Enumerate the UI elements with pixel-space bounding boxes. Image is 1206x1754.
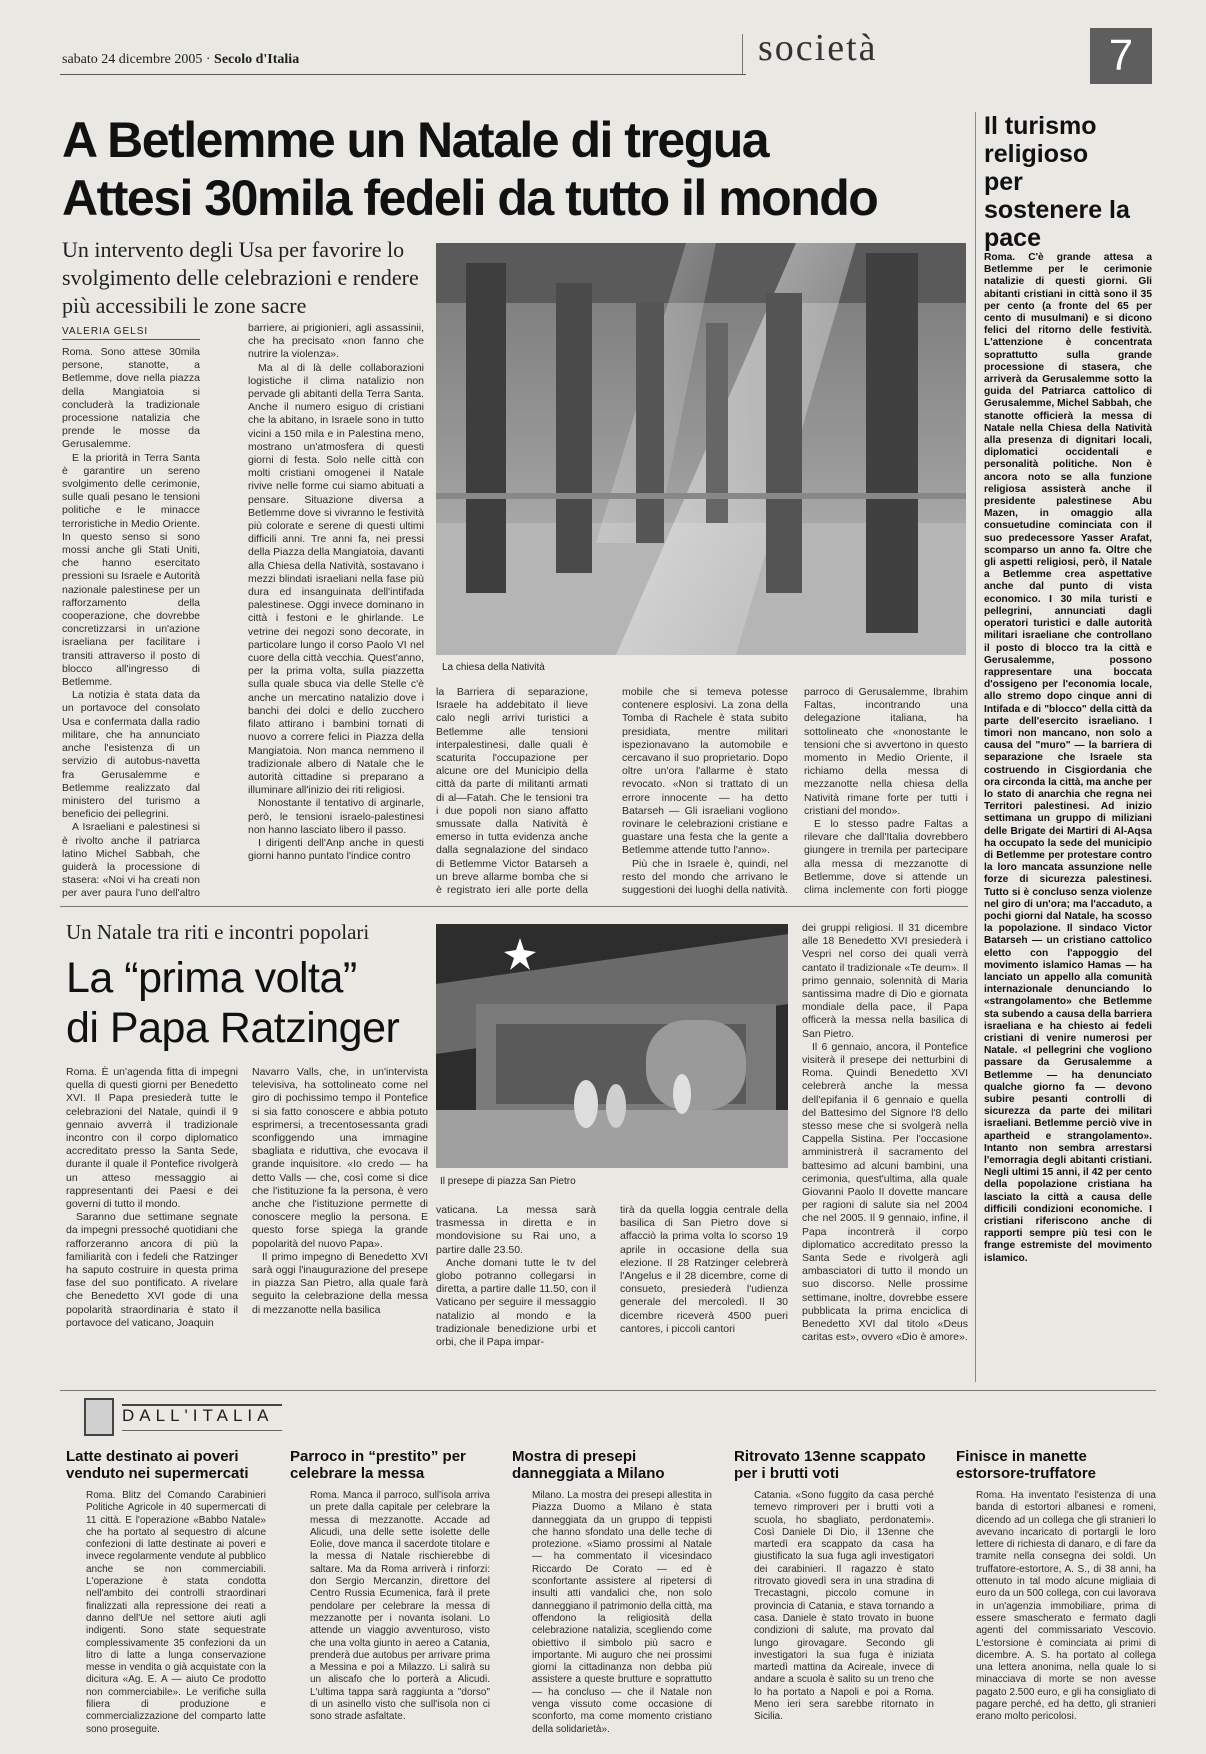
sidebar-headline: Il turismo religioso per sostenere la pace [984,112,1130,252]
second-column-5 [802,922,968,1382]
second-column-2 [252,1066,428,1382]
lead-headline-1: A Betlemme un Natale di tregua [62,112,769,168]
lead-column-5 [804,686,968,898]
brief-1 [66,1448,266,1738]
paragraph: parroco di Gerusalemme, Ibrahim Faltas, incontrando una delegazione italiana, ha sottolineato che «nonostante le tensioni che si avvertono in questo momento in Medio Oriente, il richiamo della messa di mezzanotte nella chiesa della Natività rimane forte per tutti i cristiani del mondo». [804,686,968,817]
lead-headline-2: Attesi 30mila fedeli da tutto il mondo [62,170,878,226]
nativity-church-photo [436,243,966,655]
brief-title: Parroco in “prestito” per celebrare la messa [290,1448,466,1482]
header-rule [60,74,746,75]
italy-map-icon [84,1398,114,1436]
paper-name: Secolo d'Italia [214,52,300,67]
second-kicker: Un Natale tra riti e incontri popolari [66,920,370,944]
nativity-scene-photo [436,924,788,1168]
masthead-dateline [62,52,299,68]
paragraph: Roma. È un'agenda fitta di impegni quella di questi giorni per Benedetto XVI. Il Papa presiederà tutte le celebrazioni del Natale, quindi il 9 gennaio avverrà il tradizionale incontro con il corpo diplomatico accreditato presso la Santa Sede, durante il quale il Pontefice rivolgerà un atteso messaggio ai rappresentanti dei Paesi e dei governi di tutto il mondo. [66,1066,238,1211]
lead-subhead: Un intervento degli Usa per favorire lo svolgimento delle celebrazioni e rendere più accessibili le zone sacre [62,237,419,318]
lead-column-4 [622,686,788,898]
sidebar-text [984,252,1152,1378]
paragraph: La notizia è stata data da un portavoce del consolato Usa e confermata dalla radio militare, che ha annunciato anche l'esistenza di un servizio di autobus-navetta fra Gerusalemme e Betlemme realizzato dal ministero del turismo a beneficio dei pellegrini. [62,689,200,821]
paragraph: tirà da quella loggia centrale della basilica di San Pietro dove si affacciò la prima volta lo scorso 19 aprile in occasione della sua elezione. Il 28 Ratzinger celebrerà l'Angelus e il 28 dicembre, come di consueto, presiederà l'udienza generale del mercoledì. Il 30 dicembre riceverà 4500 pueri cantores, i piccoli cantori [620,1204,788,1335]
brief-text: Catania. «Sono fuggito da casa perché temevo rimproveri per i brutti voti a scuola, ho sbagliato, perdonatemi». Così Daniele Di Dio, il 13enne che martedì era scappato da casa ha giustificato la sua fuga agli investigatori dei carabinieri. Il ragazzo è stato ritrovato giovedì sera in una stradina di Trecastagni, piccolo comune in provincia di Catania, e stava tornando a casa. Daniele è stato trovato in buone condizioni di salute, ma provato dal lungo girovagare. Secondo gli investigatori la sua fuga è iniziata martedì mattina da Acireale, invece di andare a scuola è salito su un treno che lo ha portato a Napoli e poi a Roma. Meno ieri sera sarebbe ritornato in Sicilia. [754,1490,934,1723]
sidebar-divider [975,112,976,1382]
brief-title: Mostra di presepi danneggiata a Milano [512,1448,665,1482]
brief-4 [734,1448,934,1738]
paragraph: Roma. Sono attese 30mila persone, stanotte, a Betlemme, dove nella piazza della Mangiatoia si concluderà la tradizionale processione natalizia che prende le mosse da Gerusalemme. [62,346,200,451]
paragraph: A Israeliani e palestinesi si è rivolto anche il patriarca latino Michel Sabbah, che guiderà la processione di stasera: «Noi vi ha creati non per aver paura l'uno dell'altro [62,821,200,898]
brief-text: Roma. Blitz del Comando Carabinieri Politiche Agricole in 40 supermercati di 11 città. E l'operazione «Babbo Natale» che ha portato al sequestro di alcune confezioni di latte destinate ai poveri e invece regolarmente vendute al pubblico anche se non commerciabili. L'operazione è stata condotta nell'ambito dei controlli straordinari finalizzati alla repressione dei reati a danno dell'Ue nel settore aiuti agli indigenti. Sono state sequestrate complessivamente 35 confezioni da un litro di latte a lunga conservazione messe in vendita o già acquistate con la dicitura «Ag. E. A — aiuto Ce prodotto non commerciabile». Le verifiche sulla filiera di produzione e commercializzazione del comparto latte sono proseguite. [86,1490,266,1735]
presepe-image [436,924,788,1168]
second-column-3 [436,1204,596,1382]
dateline: sabato 24 dicembre 2005 [62,52,203,67]
brief-5 [956,1448,1156,1738]
paragraph: dei gruppi religiosi. Il 31 dicembre alle 18 Benedetto XVI presiederà i Vespri nel corso dei quali verrà cantato il tradizionale «Te deum». Il primo gennaio, solennità di Maria santissima madre di Dio e giornata mondiale della pace, il Papa officerà la messa nella basilica di San Pietro. [802,922,968,1040]
second-column-1 [66,1066,238,1382]
paragraph: Ma al di là delle collaborazioni logistiche il clima natalizio non pervade gli abitanti della Terra Santa. Anche il numero esiguo di cristiani che la abitano, in Israele sono in tutto vicini a 150 mila e in Palestina meno, mostrano un'atmosfera di questi giorni di festa. Solo nelle città con molti cristiani omogenei il Natale rivive nelle forme cui siamo abituati a pensare. Situazione diversa a Betlemme dove si vivranno le festività più colorate e serene di questi ultimi difficili anni. Tre anni fa, nei pressi della Piazza della Mangiatoia, davanti alla Chiesa della Natività, sostavano i mezzi blindati israeliani nella fase più dura ed insanguinata dell'intifada palestinese. Oggi invece dominano in città i festoni e le ghirlande. Le vetrine dei negozi sono decorate, in particolare lungo il corso Paolo VI nel cuore della città vecchia. Quest'anno, per la prima volta, sulla piazzetta sulla quale sbuca via delle Stelle c'è anche un mercatino natalizio dove i banchi dei dolci e dello zucchero filato attirano i bambini tornati di nuovo a correre felici in Piazza della Mangiatoia. Non manca nemmeno il tradizionale albero di Natale che le autorità cittadine si preparano a illuminare all'inizio dei riti religiosi. [248,361,424,797]
paragraph: E la priorità in Terra Santa è garantire un sereno svolgimento delle cerimonie, sulle quali pesano le tensioni politiche e le minacce terroristiche in Medio Oriente. In questo senso si sono mossi anche gli Stati Uniti, che hanno esercitato pressioni su Israele e Autorità nazionale palestinese per un rafforzamento della cooperazione, che dovrebbe concretizzarsi in un'azione israeliana per facilitare i transiti attraverso il posto di blocco all'ingresso di Betlemme. [62,451,200,689]
lead-column-1 [62,346,200,898]
byline: VALERIA GELSI [62,326,200,340]
lead-column-3 [436,686,588,898]
brief-text: Milano. La mostra dei presepi allestita in Piazza Duomo a Milano è stata danneggiata da un gruppo di teppisti che hanno sfondato una delle teche di protezione. «Siamo prossimi al Natale — ha commentato il vicesindaco Riccardo De Corato — ed è sconfortante assistere al ripetersi di insulti atti vandalici che, non solo danneggiano il patrimonio della città, ma offendono la religiosità della celebrazione natalizia, scegliendo come obiettivo il simbolo più sacro e importante. Mi auguro che nei prossimi giorni la cittadinanza non debba più assistere a queste brutture e soprattutto — ha concluso — che il Natale non venga vissuto come occasione di sconforto, ma come momento cristiano della solidarietà». [532,1490,712,1735]
brief-title: Latte destinato ai poveri venduto nei supermercati [66,1448,249,1482]
paragraph: Nonostante il tentativo di arginarle, però, le tensioni israelo-palestinesi non hanno lasciato libero il passo. [248,797,424,836]
second-headline-1: La “prima volta” [66,954,357,1002]
brief-text: Roma. Ha inventato l'esistenza di una banda di estortori albanesi e romeni, dicendo ad un collega che gli stranieri lo avevano incaricato di portargli le loro lettere di richiesta di danaro, e di fare da tramite nella consegna dei soldi. Un truffatore-estortore, A. S., di 38 anni, ha ottenuto in tal modo alcune migliaia di euro da un 500 collega, con cui lavorava in un'agenzia immobiliare, prima di essere smascherato e fermato dagli agenti del commissariato Vescovio. L'estorsione è cominciata ai primi di dicembre. A. S. ha portato al collega una lettera anonima, nella quale lo si minacciava di morte se non avesse pagato 2.500 euro, e gli ha consigliato di pagare perché, ed ha detto, gli stranieri erano molto pericolosi. [976,1490,1156,1723]
brief-text: Roma. Manca il parroco, sull'isola arriva un prete dalla capitale per celebrare la messa di mezzanotte. Accade ad Alicudi, una delle sette isolette delle Eolie, dove manca il sacerdote titolare e la messa di Natale rischierebbe di saltare. Ma da Roma arriverà i rinforzi: don Sergio Mercanzin, direttore del Centro Russia Ecumenica, farà il prete pendolare per celebrare la messa di mezzanotte per i novanta isolani. Lo attende un viaggio avventuroso, visto che una volta giunto in aereo a Catania, prenderà due autobus per arrivare prima a Messina e poi a Milazzo. Li salirà su un aliscafo che lo porterà a Alicudi. L'ultima tappa sarà raggiunta a "dorso" di un asinello visto che sull'isola non ci sono strade asfaltate. [310,1490,490,1723]
page-number: 7 [1090,28,1152,84]
paragraph: barriere, ai prigionieri, agli assassinii, che ha precisato «non fanno che nutrire la violenza». [248,322,424,361]
brief-3 [512,1448,712,1738]
paragraph: vaticana. La messa sarà trasmessa in diretta e in mondovisione su Rai uno, a partire dalle 23.50. [436,1204,596,1256]
second-photo-caption: Il presepe di piazza San Pietro [440,1176,576,1187]
lead-photo-caption: La chiesa della Natività [442,662,545,673]
sidebar-paragraph: Roma. C'è grande attesa a Betlemme per le cerimonie natalizie di questi giorni. Gli abitanti cristiani in città sono il 35 per cento (a fronte del 65 per cento di musulmani) e si dicono felici del ritorno delle festività. L'attenzione è concentrata soprattutto sulla grande processione di stasera, che arriverà da Gerusalemme sotto la guida del Patriarca cattolico di Gerusalemme, Michel Sabbah, che stanotte officierà la messa di Natale nella Chiesa della Natività alla presenza di dignitari locali, diplomatici occidentali e personalità politiche. Non è ancora noto se alla funzione religiosa assisterà anche il presidente palestinese Abu Mazen, in omaggio alla consuetudine cominciata con il suo predecessore Yasser Arafat, scomparso un anno fa. Oltre che gli aspetti religiosi, però, il Natale a Betlemme crea aspettative anche dal punto di vista economico. I 30 mila turisti e pellegrini, annunciati dagli operatori turistici e dalle autorità militari israeliane che controllano il posto di blocco tra la città e Gerusalemme, possono rappresentare una boccata d'ossigeno per l'economia locale, allo stremo dopo cinque anni di Intifada e di "blocco" della città da parte dell'esercito israeliano. I timori non mancano, non solo a causa del "muro" — la barriera di separazione che Israele sta costruendo in Cisgiordania che ora circonda la città, ma anche per lo stato di anarchia che regna nei Territori palestinesi. Ad inizio settimana un gruppo di miliziani delle Brigate dei Martiri di Al-Aqsa ha occupato la sede del municipio di Betlemme per protestare contro la loro mancata assunzione nelle forze di sicurezza palestinesi. Tutto si è concluso senza violenze nel giro di un'ora; ma l'accaduto, a pochi giorni dal Natale, ha scosso la popolazione. Il sindaco Victor Batarseh — un cristiano cattolico eletto con l'appoggio del movimento islamico Hamas — ha lanciato un appello alla comunità internazionale denunciando lo «strangolamento» che Betlemme sta subendo a causa della barriera israeliana e ha chiesto ai fedeli cristiani di venire numerosi per Natale. «I pellegrini che vogliono passare da Gerusalemme a Betlemme — ha denunciato qualche giorno fa — devono subire pesanti controlli di sicurezza da parte dei militari israeliani. Betlemme perciò vive in apartheid e strangolamento». Intanto non sembra arrestarsi l'emorragia degli abitanti cristiani. Negli ultimi 15 anni, il 42 per cento della popolazione cristiana ha lasciato la città a causa delle difficili condizioni economiche. I cristiani riferiscono anche di rapporti sempre più tesi con le frange estremiste del movimento islamico. [984,252,1152,1264]
section-title: società [758,27,878,69]
church-interior-image [436,243,966,655]
header-divider [742,34,743,74]
second-column-4 [620,1204,788,1382]
paragraph: Il 6 gennaio, ancora, il Pontefice visiterà il presepe dei netturbini di Roma. Quindi Benedetto XVI celebrerà anche la messa dell'epifania il 6 gennaio e quella del Battesimo del Signore l'8 dello stesso mese che si svolgerà nella Cappella Sistina. Per l'occasione amministrerà il sacramento del battesimo ad alcuni bambini, una cerimonia, quest'ultima, alla quale Giovanni Paolo II dovette mancare per ragioni di salute sia nel 2004 che nel 2005. Il 9 gennaio, infine, il Papa incontrerà il corpo diplomatico accreditato presso la Santa Sede e rivolgerà agli ambasciatori di tutto il mondo un suo discorso. Nelle prossime settimane, inoltre, dovrebbe essere pubblicata la prima enciclica di Benedetto XVI dal titolo «Deus caritas est», ovvero «Dio è amore». [802,1040,968,1344]
brief-title: Finisce in manette estorsore-truffatore [956,1448,1097,1482]
paragraph: Anche domani tutte le tv del globo potranno collegarsi in diretta, a partire dalle 11.50, con il Vaticano per seguire il messaggio natalizio al mondo e la tradizionale benedizione urbi et orbi, che il Papa impar- [436,1256,596,1349]
paragraph: Navarro Valls, che, in un'intervista televisiva, ha sottolineato come nel giro di pochissimo tempo il Pontefice si sia fatto conoscere e abbia potuto esprimersi, a trecentosessanta gradi sconfiggendo una immagine sbagliata e riduttiva, che evocava il grande inquisitore. «Io credo — ha detto Valls — che, così come si dice che l'istituzione fa la persona, è vero anche che l'istituzione permette di conoscere meglio la persona. E questo forse spiega la grande popolarità del nuovo Papa». [252,1066,428,1250]
brief-title: Ritrovato 13enne scappato per i brutti voti [734,1448,926,1482]
briefs-top-rule [60,1390,1156,1391]
paragraph: Più che in Israele è, quindi, nel resto del mondo che arrivano le suggestioni dei luoghi della natività. [622,857,788,897]
paragraph: mobile che si temeva potesse contenere esplosivi. La zona della Tomba di Rachele è stata subito presidiata, mentre militari ispezionavano la automobile e cercavano il suo proprietario. Dopo oltre un'ora l'allarme è stato revocato. «Non si trattato di un errore innocente — ha detto Batarseh — Gli israeliani vogliono rovinare le celebrazioni cristiane e guastare una festa che la gente a Betlemme attende tutto l'anno». [622,686,788,857]
lead-column-2 [248,322,424,898]
paragraph: Saranno due settimane segnate da impegni pressoché quotidiani che rafforzeranno ancora di più la familiarità con i fedeli che Ratzinger ha saputo costruire in questa prima fase del suo pontificato. A rivelare che Benedetto XVI gode di una popolarità straordinaria è stato il portavoce del vaticano, Joaquin [66,1211,238,1329]
briefs-section-label: DALL'ITALIA [122,1404,282,1431]
paragraph: la Barriera di separazione, Israele ha addebitato il lieve calo negli arrivi turistici a Betlemme alle tensioni interpalestinesi, dalle quali è scaturita l'occupazione per alcune ore del Municipio della città da parte di militanti armati di al—Fatah. Che le tensioni tra i due popoli non siano affatto smussate dalla Natività è emerso in tutta evidenza anche dalla segnalazione del sindaco di Betlemme Victor Batarseh a un breve allarme bomba che si è registrato ieri alle porte della [436,686,588,897]
separator: · [205,52,215,67]
section-rule [60,906,968,907]
paragraph: I dirigenti dell'Anp anche in questi giorni hanno puntato l'indice contro [248,836,424,863]
paragraph: E lo stesso padre Faltas a rilevare che dall'Italia dovrebbero giungere in tremila per partecipare alla messa di mezzanotte di Betlemme, dove si attende un clima inclemente con forti piogge [804,818,968,897]
paragraph: Il primo impegno di Benedetto XVI sarà oggi l'inaugurazione del presepe in piazza San Pietro, alla quale farà seguito la celebrazione della messa di mezzanotte nella basilica [252,1250,428,1316]
brief-2 [290,1448,490,1738]
second-headline-2: di Papa Ratzinger [66,1004,400,1052]
